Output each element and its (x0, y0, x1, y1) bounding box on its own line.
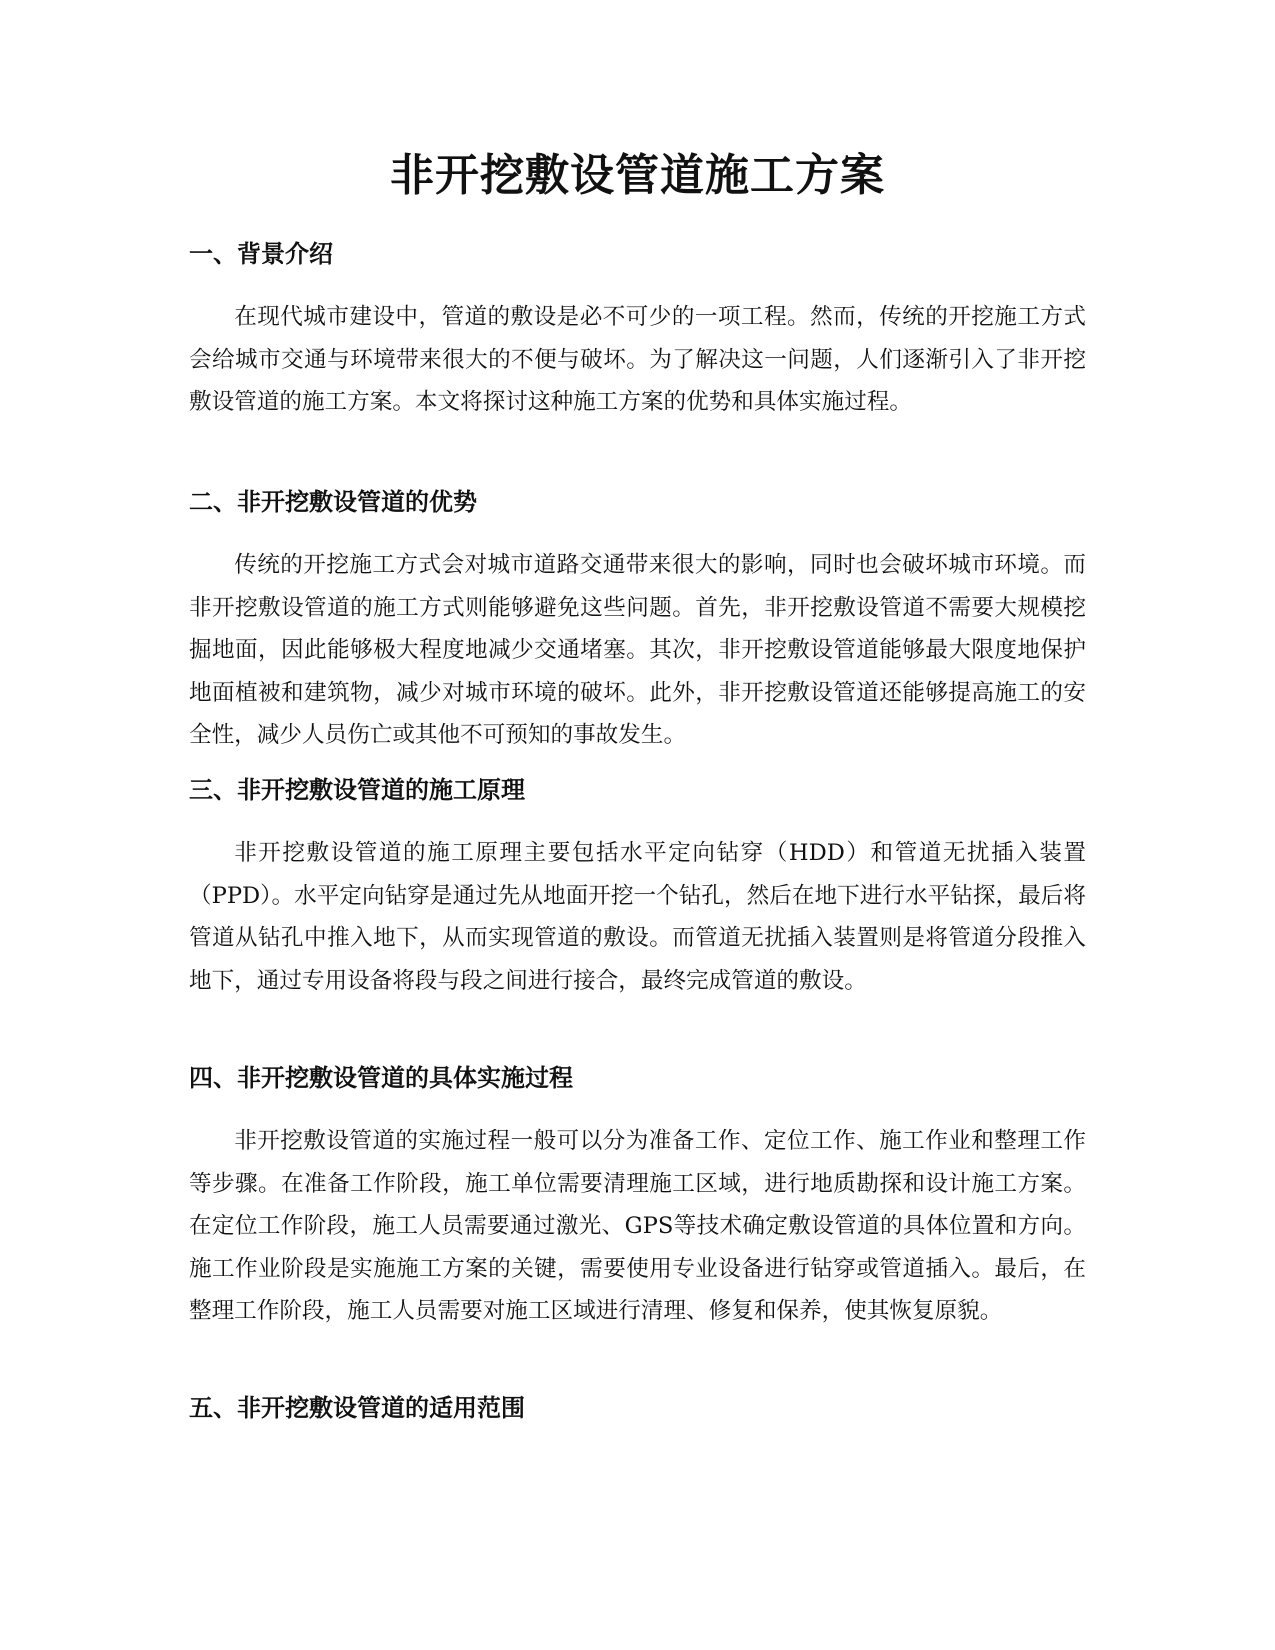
section-heading-principles: 三、非开挖敷设管道的施工原理 (189, 776, 525, 804)
section-paragraph-background: 在现代城市建设中，管道的敷设是必不可少的一项工程。然而，传统的开挖施工方式会给城市交通与环境带来很大的不便与破坏。为了解决这一问题，人们逐渐引入了非开挖敷设管道的施工方案。本文将探讨这种施工方案的优势和具体实施过程。 (189, 304, 1086, 415)
section-heading-background: 一、背景介绍 (189, 240, 333, 268)
section-paragraph-implementation: 非开挖敷设管道的实施过程一般可以分为准备工作、定位工作、施工作业和整理工作等步骤。在准备工作阶段，施工单位需要清理施工区域，进行地质勘探和设计施工方案。在定位工作阶段，施工人员需要通过激光、GPS等技术确定敷设管道的具体位置和方向。施工作业阶段是实施施工方案的关键，需要使用专业设备进行钻穿或管道插入。最后，在整理工作阶段，施工人员需要对施工区域进行清理、修复和保养，使其恢复原貌。 (189, 1128, 1086, 1324)
section-heading-implementation: 四、非开挖敷设管道的具体实施过程 (189, 1064, 573, 1092)
document-title: 非开挖敷设管道施工方案 (390, 150, 885, 201)
section-heading-advantages: 二、非开挖敷设管道的优势 (189, 488, 477, 516)
section-paragraph-principles: 非开挖敷设管道的施工原理主要包括水平定向钻穿（HDD）和管道无扰插入装置（PPD）。水平定向钻穿是通过先从地面开挖一个钻孔，然后在地下进行水平钻探，最后将管道从钻孔中推入地下，从而实现管道的敷设。而管道无扰插入装置则是将管道分段推入地下，通过专用设备将段与段之间进行接合，最终完成管道的敷设。 (189, 840, 1086, 994)
section-heading-scope: 五、非开挖敷设管道的适用范围 (189, 1394, 525, 1422)
section-paragraph-advantages: 传统的开挖施工方式会对城市道路交通带来很大的影响，同时也会破坏城市环境。而非开挖敷设管道的施工方式则能够避免这些问题。首先，非开挖敷设管道不需要大规模挖掘地面，因此能够极大程度地减少交通堵塞。其次，非开挖敷设管道能够最大限度地保护地面植被和建筑物，减少对城市环境的破坏。此外，非开挖敷设管道还能够提高施工的安全性，减少人员伤亡或其他不可预知的事故发生。 (189, 552, 1086, 748)
